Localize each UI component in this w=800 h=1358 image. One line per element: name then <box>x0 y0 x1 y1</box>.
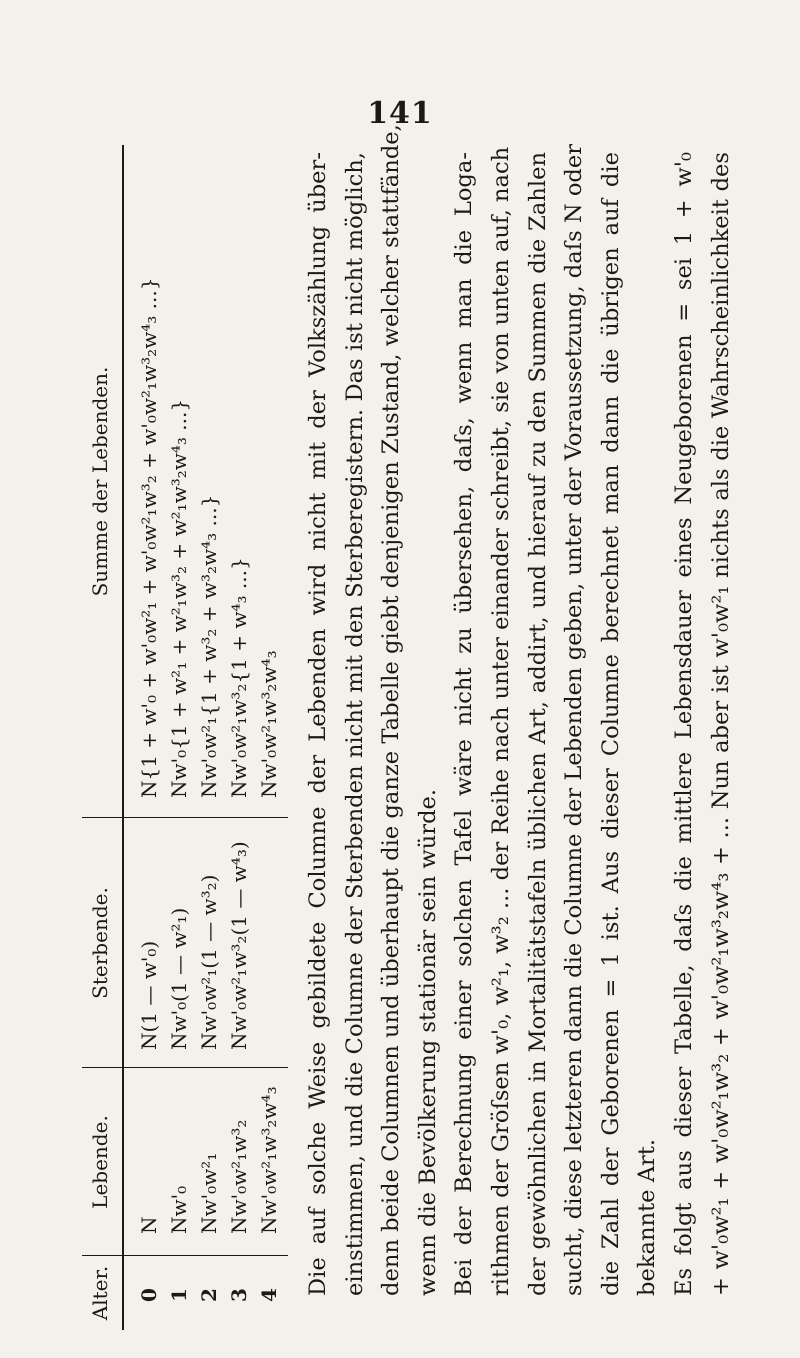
text-line: der gewöhnlichen in Mortalitätstafeln üblichen Art, addirt, und hierauf zu den Summen die Zahlen <box>524 152 551 1296</box>
text-line: + w'₀w²₁ + w'₀w²₁w³₂ + w'₀w²₁w³₂w⁴₃ + ... Nun aber ist w'₀w²₁ nichts als die Wahrscheinlichkeit des <box>707 152 734 1296</box>
table-row: Nw'₀w²₁w³₂w⁴₃ <box>257 650 281 798</box>
table-row: Nw'₀w²₁{1 + w³₂ + w³₂w⁴₃ ...} <box>197 494 221 798</box>
paragraph <box>446 143 666 1330</box>
header-age: Alter. <box>88 1265 112 1321</box>
table-row: Nw'₀ <box>167 1185 191 1234</box>
header-dying: Sterbende. <box>88 887 112 999</box>
text-line: wenn die Bevölkerung stationär sein würde. <box>414 788 441 1296</box>
body-text <box>300 124 739 1330</box>
text-line: Es folgt aus dieser Tabelle, daſs die mittlere Lebensdauer eines Neugeborenen = sei 1 + w'₀ <box>670 152 697 1296</box>
table-row: Nw'₀w²₁w³₂w⁴₃ <box>257 1086 281 1234</box>
header-living: Lebende. <box>88 1115 112 1209</box>
table-row: N <box>137 1216 161 1234</box>
table-row: Nw'₀w²₁w³₂ <box>227 1119 251 1234</box>
table-column-rule <box>82 1255 288 1256</box>
table-row: Nw'₀w²₁(1 — w³₂) <box>197 874 221 1050</box>
table-row: N(1 — w'₀) <box>137 940 161 1050</box>
living-cell <box>134 1086 284 1234</box>
text-line: Die auf solche Weise gebildete Columne der Lebenden wird nicht mit der Volkszählung über- <box>305 152 331 1296</box>
life-table <box>82 145 288 1330</box>
page-number: 141 <box>367 96 433 131</box>
age-cell <box>134 1288 284 1302</box>
table-row: Nw'₀w²₁w³₂{1 + w⁴₃ ...} <box>227 557 251 798</box>
text-line: einstimmen, und die Columne der Sterbenden nicht mit den Sterberegistern. Das ist nicht möglich, <box>341 152 368 1296</box>
dying-cell <box>134 841 254 1050</box>
text-line: bekannte Art. <box>634 1138 661 1296</box>
text-line: Bei der Berechnung einer solchen Tafel wäre nicht zu übersehen, daſs, wenn man die Loga- <box>451 152 478 1296</box>
table-column-rule <box>82 817 288 818</box>
table-row: Nw'₀(1 — w²₁) <box>167 907 191 1050</box>
table-row: Nw'₀{1 + w²₁ + w²₁w³₂ + w²₁w³₂w⁴₃ ...} <box>167 398 191 798</box>
table-row: 3 <box>227 1288 251 1302</box>
paragraph <box>666 152 739 1330</box>
paragraph <box>300 124 446 1330</box>
table-row: 0 <box>137 1288 161 1302</box>
rotated-page-content <box>82 124 772 1330</box>
text-line: denn beide Columnen und überhaupt die ganze Tabelle giebt denjenigen Zustand, welcher stattfände, <box>378 124 405 1296</box>
table-row: 1 <box>167 1288 191 1302</box>
text-line: rithmen der Gröſsen w'₀, w²₁, w³₂ ... der Reihe nach unter einander schreibt, sie von unten auf, nach <box>487 146 514 1296</box>
text-line: sucht, diese letzteren dann die Columne der Lebenden geben, unter der Voraussetzung, daſs N oder <box>561 143 588 1296</box>
table-row: Nw'₀w²₁ <box>197 1152 221 1234</box>
sum-cell <box>134 278 284 798</box>
table-row: 2 <box>197 1288 221 1302</box>
table-column-rule <box>82 1067 288 1068</box>
header-sum: Summe der Lebenden. <box>88 366 112 597</box>
table-header-rule <box>122 145 124 1330</box>
table-row: N{1 + w'₀ + w'₀w²₁ + w'₀w²₁w³₂ + w'₀w²₁w³₂w⁴₃ ...} <box>137 277 161 798</box>
text-line: die Zahl der Geborenen = 1 ist. Aus dieser Columne berechnet man dann die übrigen auf die <box>597 152 624 1296</box>
table-row: Nw'₀w²₁w³₂(1 — w⁴₃) <box>227 841 251 1050</box>
table-row: 4 <box>257 1288 281 1302</box>
